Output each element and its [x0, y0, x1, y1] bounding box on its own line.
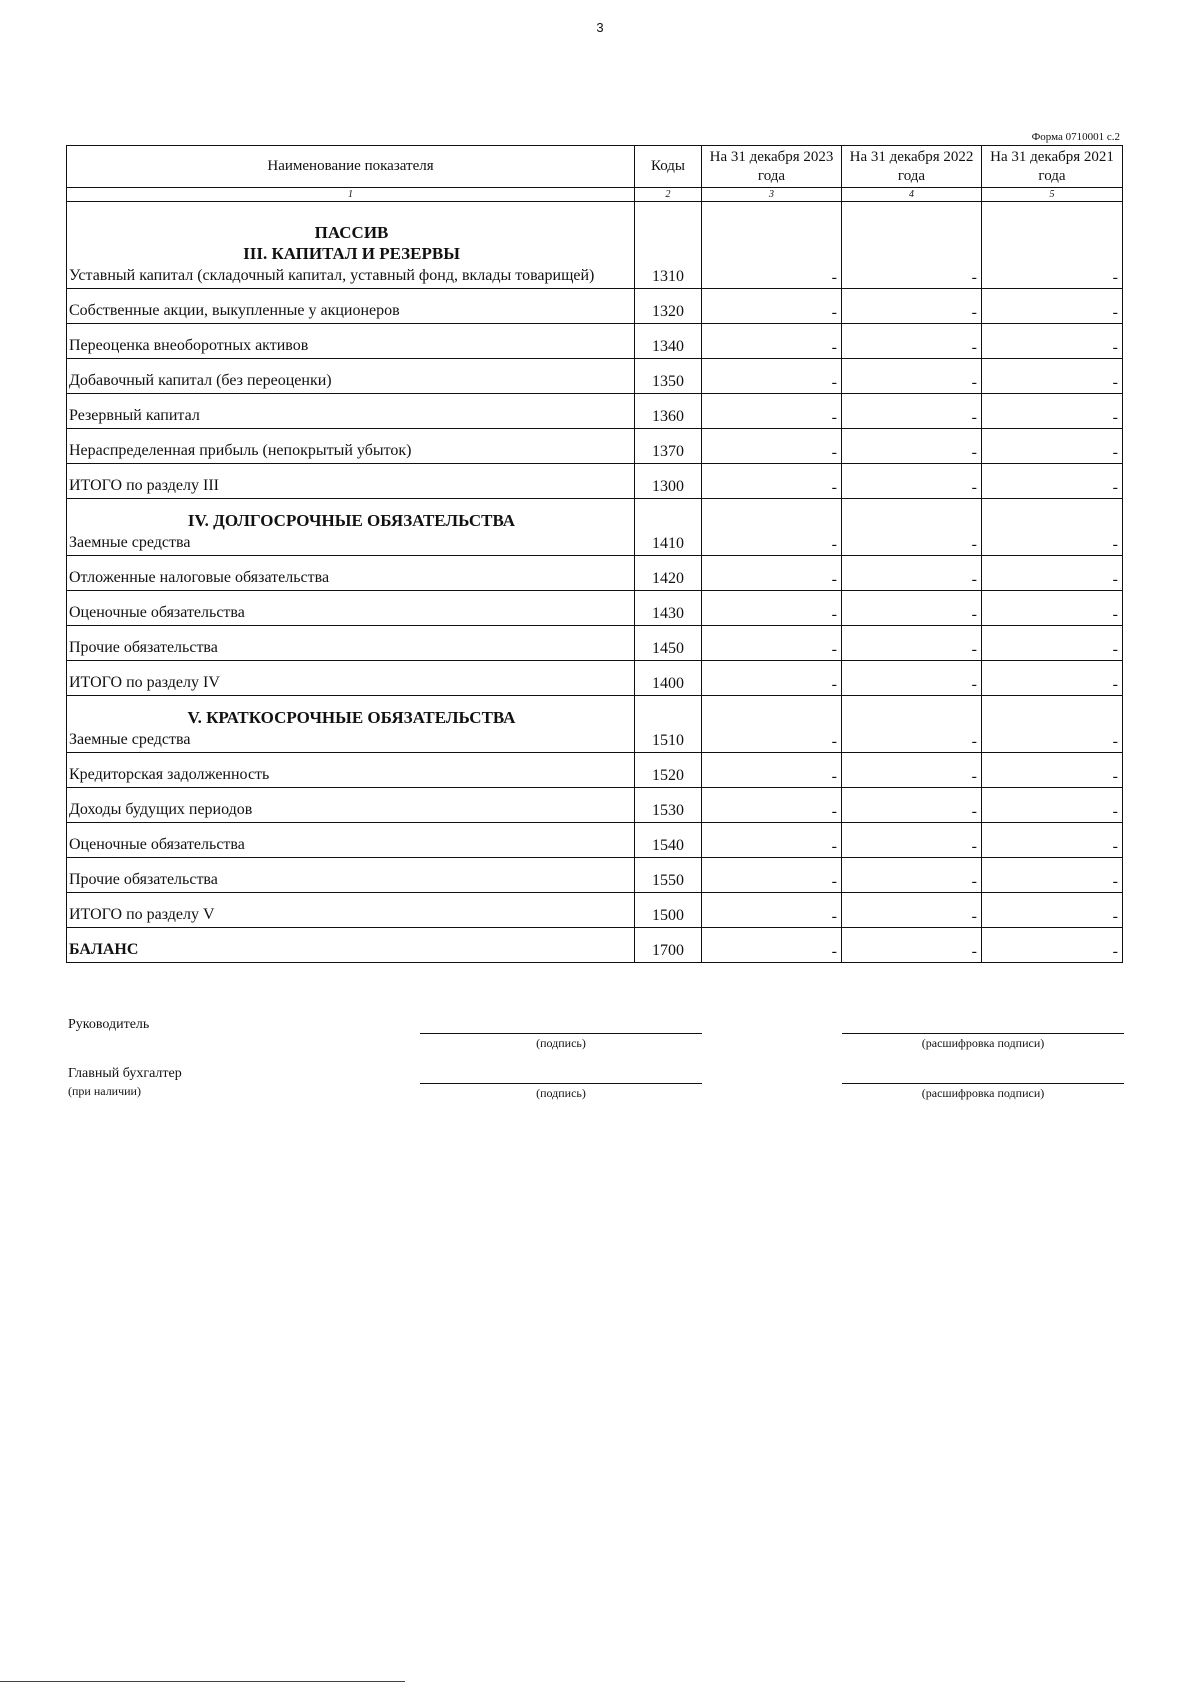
value-2023: - — [702, 823, 842, 858]
value-2022: - — [842, 556, 982, 591]
section-3-title: III. КАПИТАЛ И РЕЗЕРВЫ — [243, 244, 460, 263]
value-2022: - — [842, 464, 982, 499]
table-row — [67, 858, 1123, 893]
value-2021: - — [982, 788, 1123, 823]
row-name: ИТОГО по разделу V — [69, 906, 215, 923]
row-code: 1400 — [635, 661, 702, 696]
accountant-signature-line — [420, 1083, 702, 1084]
value-2021: - — [982, 429, 1123, 464]
row-code: 1430 — [635, 591, 702, 626]
value-2021: - — [982, 202, 1123, 289]
value-2023: - — [702, 556, 842, 591]
column-numbers-row — [67, 188, 1123, 202]
value-2021: - — [982, 753, 1123, 788]
value-2022: - — [842, 591, 982, 626]
row-code: 1350 — [635, 359, 702, 394]
section-5-title: V. КРАТКОСРОЧНЫЕ ОБЯЗАТЕЛЬСТВА — [187, 708, 516, 727]
value-2023: - — [702, 696, 842, 753]
value-2023: - — [702, 324, 842, 359]
page-number: 3 — [596, 20, 604, 35]
value-2022: - — [842, 823, 982, 858]
head-decode-hint: (расшифровка подписи) — [921, 1036, 1045, 1050]
row-code: 1550 — [635, 858, 702, 893]
value-2022: - — [842, 753, 982, 788]
value-2022: - — [842, 359, 982, 394]
head-signature-hint: (подпись) — [536, 1036, 586, 1050]
table-row — [67, 359, 1123, 394]
row-name: Резервный капитал — [69, 407, 200, 424]
value-2021: - — [982, 823, 1123, 858]
value-2021: - — [982, 499, 1123, 556]
table-row — [67, 696, 1123, 753]
footer-rule — [0, 1681, 405, 1682]
accountant-label: Главный бухгалтер — [68, 1066, 182, 1081]
row-name: БАЛАНС — [69, 941, 139, 958]
row-code: 1360 — [635, 394, 702, 429]
table-row — [67, 324, 1123, 359]
value-2022: - — [842, 893, 982, 928]
row-code: 1530 — [635, 788, 702, 823]
accountant-signature-hint: (подпись) — [536, 1086, 586, 1100]
row-code: 1310 — [635, 202, 702, 289]
value-2023: - — [702, 289, 842, 324]
row-code: 1510 — [635, 696, 702, 753]
form-label: Форма 0710001 с.2 — [1031, 131, 1120, 143]
value-2021: - — [982, 359, 1123, 394]
value-2022: - — [842, 928, 982, 963]
column-number: 5 — [982, 188, 1123, 202]
value-2022: - — [842, 289, 982, 324]
header-2022: На 31 декабря 2022 года — [842, 146, 982, 188]
value-2023: - — [702, 893, 842, 928]
value-2023: - — [702, 464, 842, 499]
table-row — [67, 202, 1123, 289]
row-code: 1300 — [635, 464, 702, 499]
value-2023: - — [702, 394, 842, 429]
value-2022: - — [842, 696, 982, 753]
table-row — [67, 429, 1123, 464]
table-row — [67, 823, 1123, 858]
value-2022: - — [842, 499, 982, 556]
value-2021: - — [982, 661, 1123, 696]
header-2021: На 31 декабря 2021 года — [982, 146, 1123, 188]
value-2023: - — [702, 788, 842, 823]
value-2022: - — [842, 858, 982, 893]
table-row — [67, 499, 1123, 556]
value-2023: - — [702, 753, 842, 788]
table-row — [67, 591, 1123, 626]
value-2023: - — [702, 661, 842, 696]
header-name: Наименование показателя — [67, 146, 635, 188]
table-row — [67, 893, 1123, 928]
row-name: Заемные средства — [69, 731, 191, 748]
value-2023: - — [702, 928, 842, 963]
header-2023: На 31 декабря 2023 года — [702, 146, 842, 188]
row-name: Уставный капитал (складочный капитал, уставный фонд, вклады товарищей) — [69, 267, 595, 284]
row-code: 1500 — [635, 893, 702, 928]
row-code: 1370 — [635, 429, 702, 464]
row-code: 1520 — [635, 753, 702, 788]
row-name: Оценочные обязательства — [69, 604, 245, 621]
column-number: 1 — [67, 188, 635, 202]
column-number: 4 — [842, 188, 982, 202]
accountant-decode-hint: (расшифровка подписи) — [921, 1086, 1045, 1100]
value-2022: - — [842, 626, 982, 661]
row-name: ИТОГО по разделу III — [69, 477, 219, 494]
value-2021: - — [982, 928, 1123, 963]
row-name: Добавочный капитал (без переоценки) — [69, 372, 332, 389]
row-name: Доходы будущих периодов — [69, 801, 253, 818]
column-number: 2 — [635, 188, 702, 202]
balance-liabilities-table — [66, 145, 1123, 963]
table-row — [67, 289, 1123, 324]
row-name: Отложенные налоговые обязательства — [69, 569, 330, 586]
value-2021: - — [982, 556, 1123, 591]
table-row — [67, 464, 1123, 499]
row-name: Переоценка внеоборотных активов — [69, 337, 309, 354]
head-decode-line — [842, 1033, 1124, 1034]
value-2021: - — [982, 696, 1123, 753]
value-2022: - — [842, 788, 982, 823]
value-2023: - — [702, 359, 842, 394]
row-code: 1700 — [635, 928, 702, 963]
table-row — [67, 753, 1123, 788]
table-row — [67, 928, 1123, 963]
table-row — [67, 788, 1123, 823]
value-2021: - — [982, 591, 1123, 626]
table-header-row — [67, 146, 1123, 188]
row-name: Нераспределенная прибыль (непокрытый убыток) — [69, 442, 412, 459]
table-row — [67, 556, 1123, 591]
value-2023: - — [702, 202, 842, 289]
header-codes: Коды — [635, 146, 702, 188]
value-2023: - — [702, 429, 842, 464]
row-name: Прочие обязательства — [69, 871, 218, 888]
row-name: Кредиторская задолженность — [69, 766, 270, 783]
row-code: 1450 — [635, 626, 702, 661]
row-name: Заемные средства — [69, 534, 191, 551]
head-signature-line — [420, 1033, 702, 1034]
value-2023: - — [702, 626, 842, 661]
row-code: 1420 — [635, 556, 702, 591]
table-row — [67, 626, 1123, 661]
value-2022: - — [842, 429, 982, 464]
value-2021: - — [982, 394, 1123, 429]
value-2023: - — [702, 499, 842, 556]
value-2021: - — [982, 464, 1123, 499]
column-number: 3 — [702, 188, 842, 202]
row-code: 1540 — [635, 823, 702, 858]
value-2022: - — [842, 394, 982, 429]
table-row — [67, 394, 1123, 429]
value-2021: - — [982, 893, 1123, 928]
row-code: 1320 — [635, 289, 702, 324]
row-name: Оценочные обязательства — [69, 836, 245, 853]
accountant-decode-line — [842, 1083, 1124, 1084]
accountant-note: (при наличии) — [68, 1084, 141, 1098]
value-2021: - — [982, 626, 1123, 661]
table-row — [67, 661, 1123, 696]
value-2022: - — [842, 202, 982, 289]
section-4-title: IV. ДОЛГОСРОЧНЫЕ ОБЯЗАТЕЛЬСТВА — [187, 511, 516, 530]
value-2021: - — [982, 324, 1123, 359]
row-name: Собственные акции, выкупленные у акционеров — [69, 302, 400, 319]
head-label: Руководитель — [68, 1017, 150, 1032]
value-2022: - — [842, 324, 982, 359]
row-code: 1340 — [635, 324, 702, 359]
value-2022: - — [842, 661, 982, 696]
value-2021: - — [982, 858, 1123, 893]
row-name: ИТОГО по разделу IV — [69, 674, 220, 691]
value-2021: - — [982, 289, 1123, 324]
passive-title: ПАССИВ — [314, 223, 389, 242]
value-2023: - — [702, 591, 842, 626]
value-2023: - — [702, 858, 842, 893]
row-name: Прочие обязательства — [69, 639, 218, 656]
row-code: 1410 — [635, 499, 702, 556]
